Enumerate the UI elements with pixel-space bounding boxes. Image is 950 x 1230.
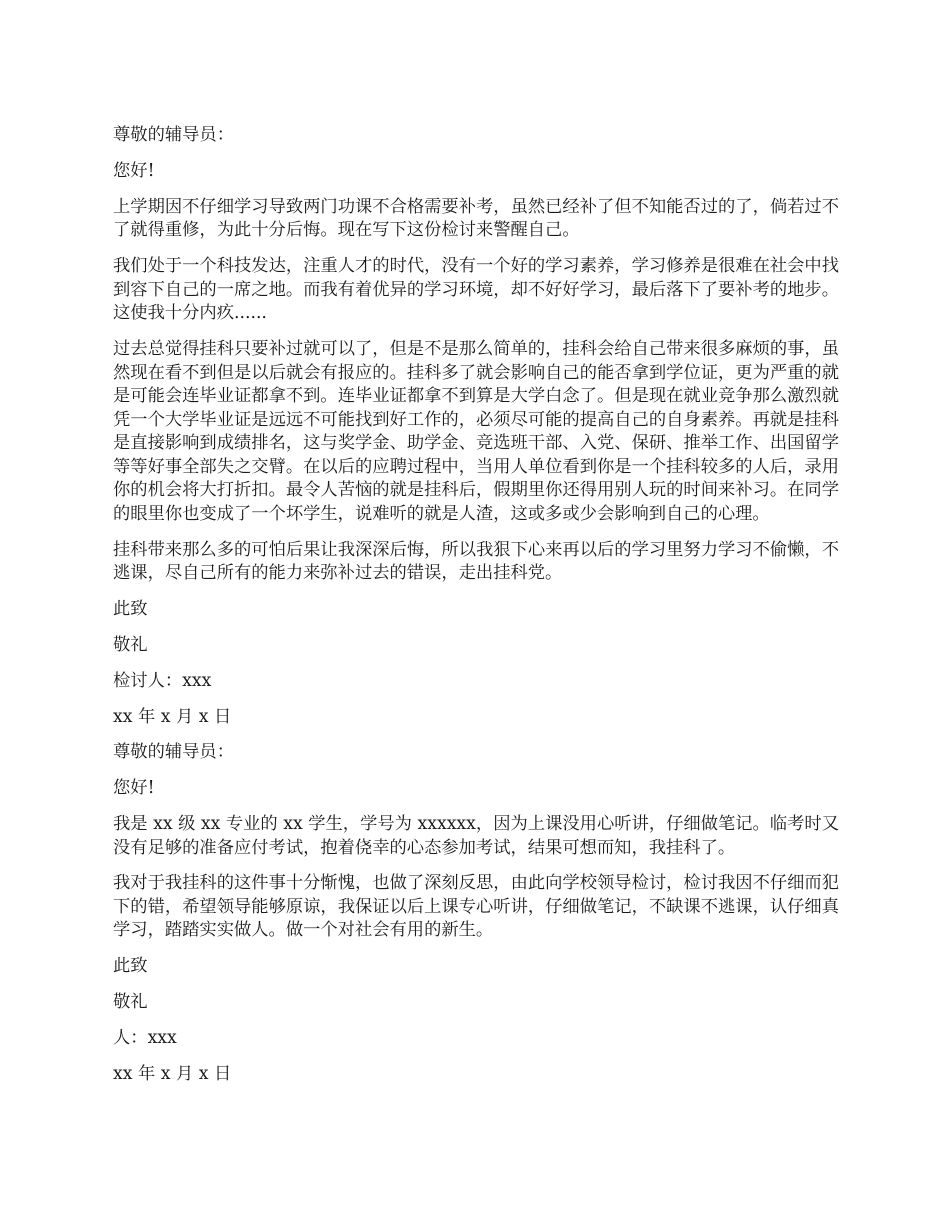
letter-greeting: 您好! <box>113 160 155 181</box>
body-paragraph: 我们处于一个科技发达，注重人才的时代，没有一个好的学习素养，学习修养是很难在社会中找到容下自己的一席之地。而我有着优异的学习环境，却不好好学习，最后落下了要补考的地步。这使我十分内疚...... <box>113 255 839 324</box>
letter-salutation: 尊敬的辅导员： <box>113 742 234 763</box>
letter-2 <box>113 741 839 1086</box>
letter-closing: 此致 <box>113 956 148 977</box>
body-paragraph: 上学期因不仔细学习导致两门功课不合格需要补考，虽然已经补了但不知能否过的了，倘若过不了就得重修，为此十分后悔。现在写下这份检讨来警醒自己。 <box>113 196 839 241</box>
letter-date: xx 年 x 月 x 日 <box>113 706 232 727</box>
letter-closing: 此致 <box>113 599 148 620</box>
body-paragraph: 挂科带来那么多的可怕后果让我深深后悔，所以我狠下心来再以后的学习里努力学习不偷懒，不逃课，尽自己所有的能力来弥补过去的错误，走出挂科党。 <box>113 539 839 584</box>
body-paragraph: 我对于我挂科的这件事十分惭愧，也做了深刻反思，由此向学校领导检讨，检讨我因不仔细而犯下的错，希望领导能够原谅，我保证以后上课专心听讲，仔细做笔记，不缺课不逃课，认仔细真学习，踏踏实实做人。做一个对社会有用的新生。 <box>113 873 839 941</box>
document-page <box>113 124 839 1098</box>
letter-salutation: 尊敬的辅导员： <box>113 125 234 145</box>
letter-closing: 敬礼 <box>113 635 148 655</box>
letter-signature: 检讨人：xxx <box>113 670 212 691</box>
letter-greeting: 您好! <box>113 778 155 799</box>
letter-signature: 人：xxx <box>113 1027 177 1048</box>
body-paragraph: 过去总觉得挂科只要补过就可以了，但是不是那么简单的，挂科会给自己带来很多麻烦的事，虽然现在看不到但是以后就会有报应的。挂科多了就会影响自己的能否拿到学位证，更为严重的就是可能会连毕业证都拿不到。连毕业证都拿不到算是大学白念了。但是现在就业竞争那么激烈就凭一个大学毕业证是远远不可能找到好工作的，必须尽可能的提高自己的自身素养。再就是挂科是直接影响到成绩排名，这与奖学金、助学金、竞选班干部、入党、保研、推举工作、出国留学等等好事全部失之交臂。在以后的应聘过程中，当用人单位看到你是一个挂科较多的人后，录用你的机会将大打折扣。最令人苦恼的就是挂科后，假期里你还得用别人玩的时间来补习。在同学的眼里你也变成了一个坏学生，说难听的就是人渣，这或多或少会影响到自己的心理。 <box>113 338 839 525</box>
body-paragraph: 我是 xx 级 xx 专业的 xx 学生，学号为 xxxxxx，因为上课没用心听讲，仔细做笔记。临考时又没有足够的准备应付考试，抱着侥幸的心态参加考试，结果可想而知，我挂科了。 <box>113 813 839 858</box>
letter-date: xx 年 x 月 x 日 <box>113 1063 232 1084</box>
letter-1 <box>113 124 839 729</box>
letter-closing: 敬礼 <box>113 992 148 1013</box>
